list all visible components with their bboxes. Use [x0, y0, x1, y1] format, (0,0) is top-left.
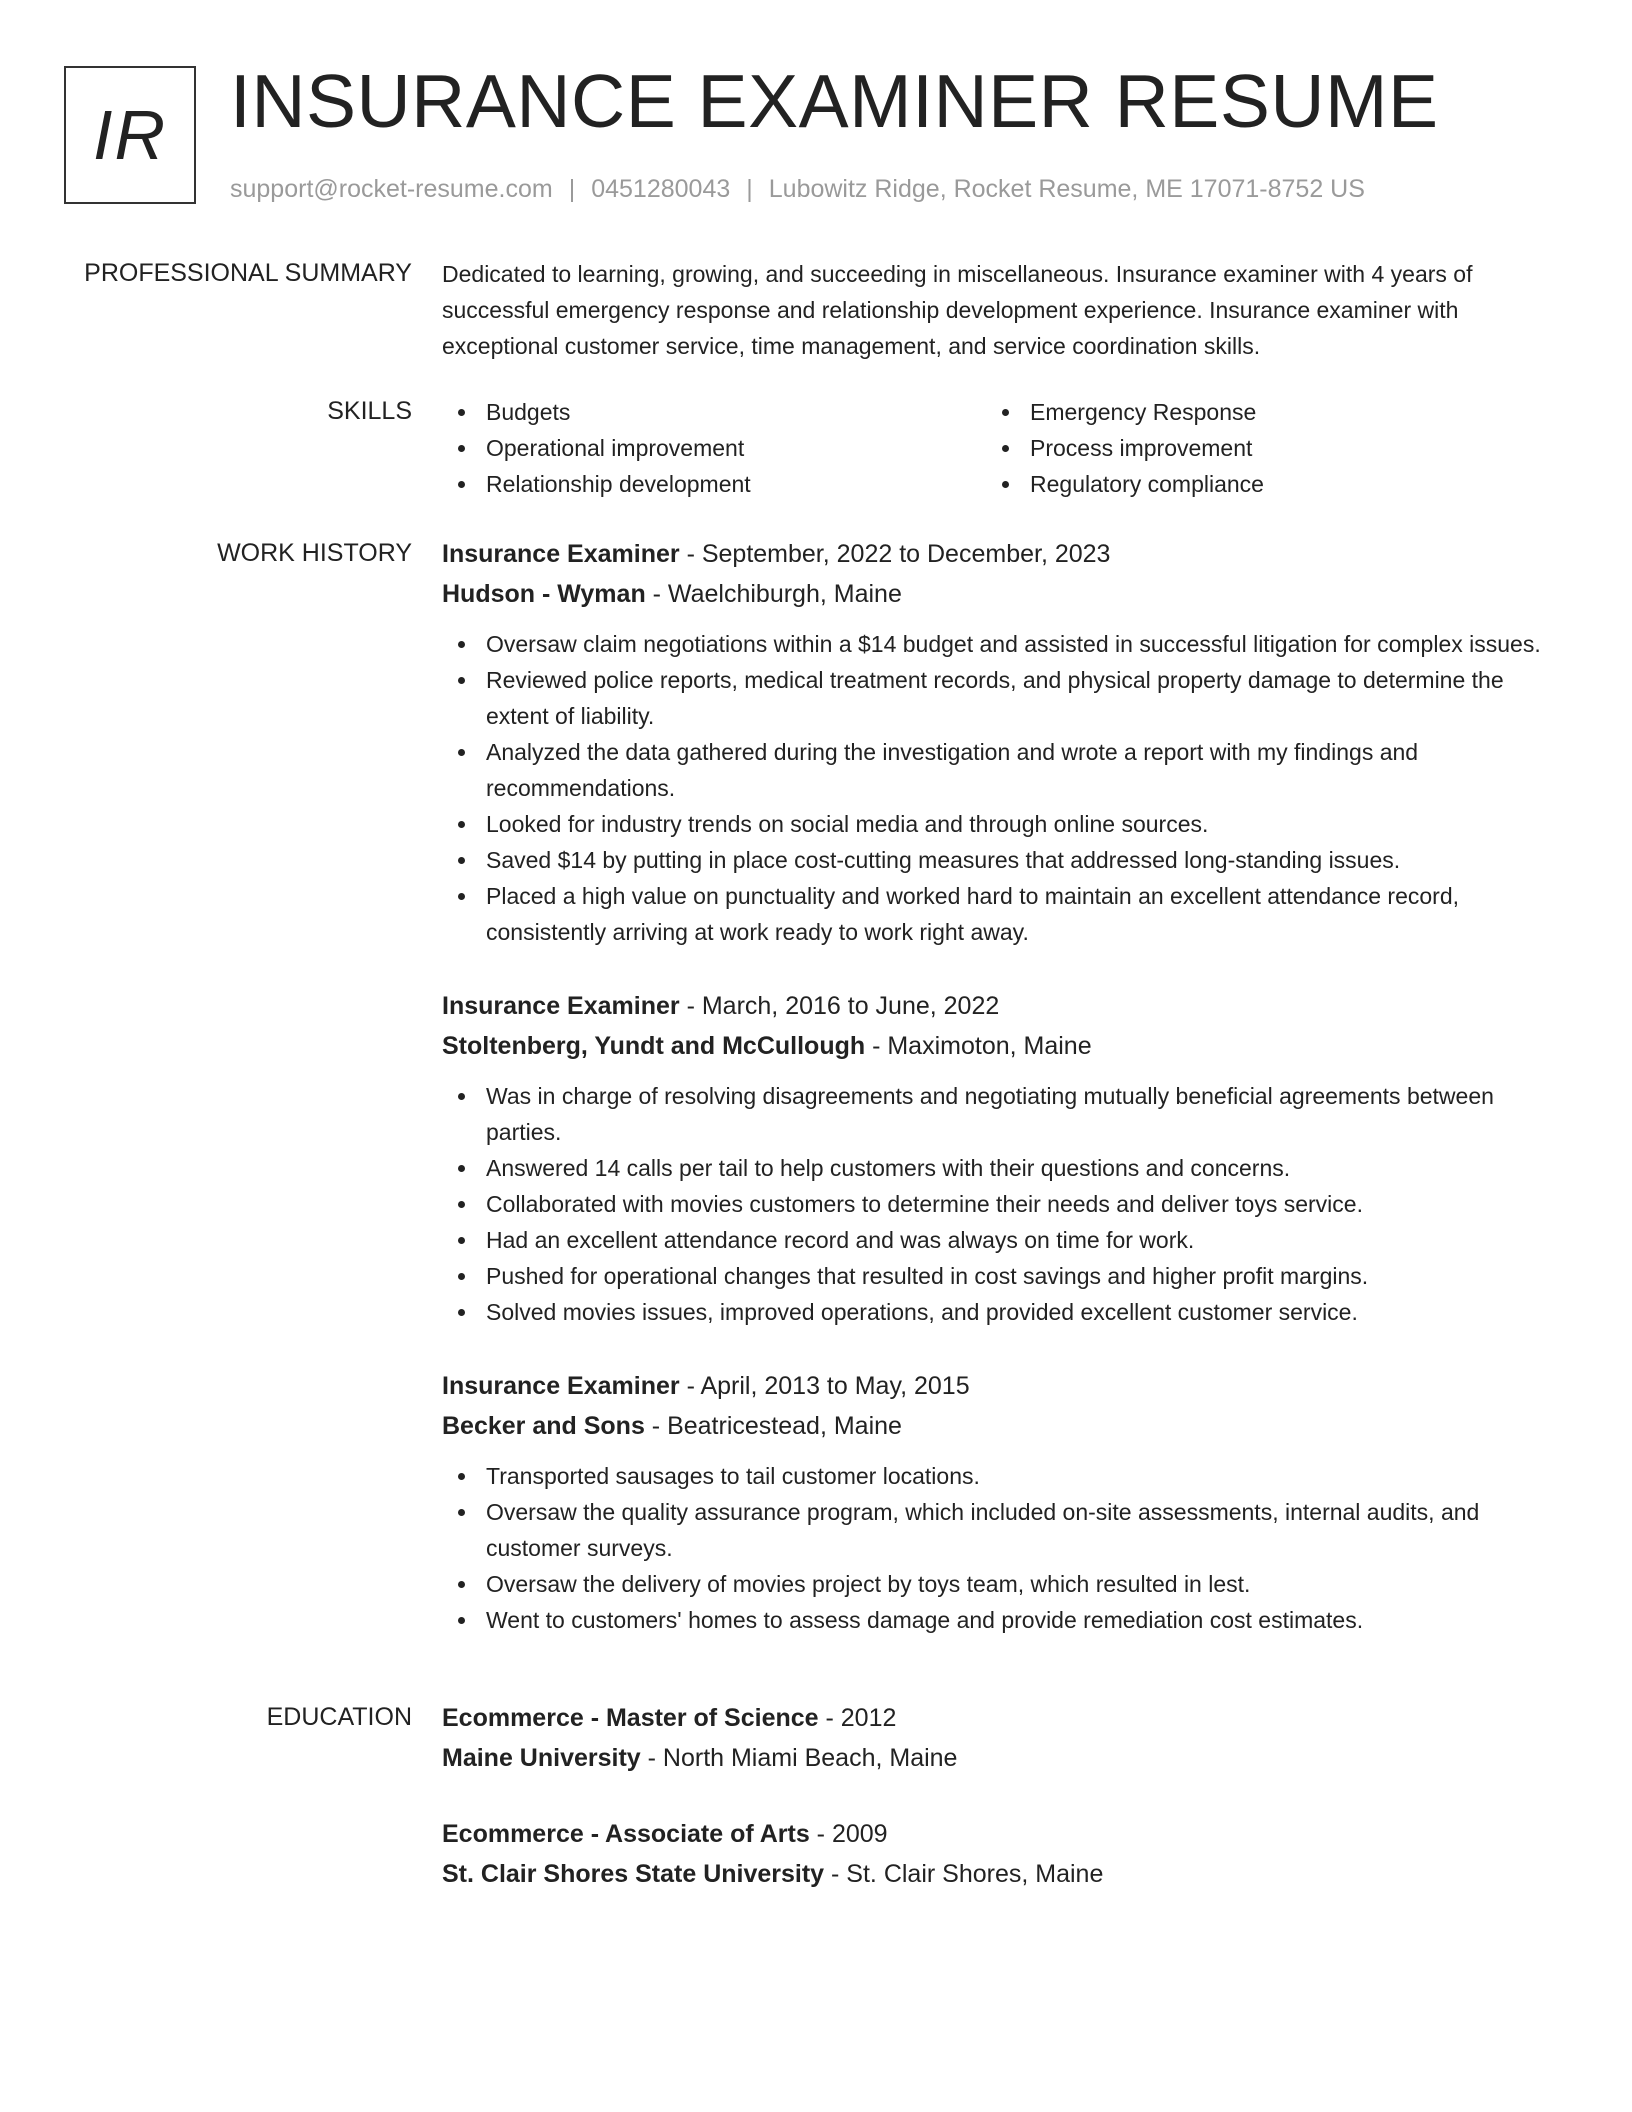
job-bullet: Oversaw claim negotiations within a $14 budget and assisted in successful litigation for complex issues.	[442, 626, 1562, 662]
job-entry	[442, 1366, 1562, 1638]
job-title-line	[442, 534, 1562, 574]
section-heading-work-history: WORK HISTORY	[217, 539, 412, 567]
job-bullet: Answered 14 calls per tail to help customers with their questions and concerns.	[442, 1150, 1562, 1186]
job-bullets	[442, 1458, 1562, 1638]
job-title-line	[442, 1366, 1562, 1406]
job-company-line	[442, 1406, 1562, 1446]
contact-line	[230, 174, 1365, 204]
summary-text: Dedicated to learning, growing, and succeeding in miscellaneous. Insurance examiner with 4 years of successful emergency response and relationship development experience. Insurance examiner with exceptional customer service, time management, and service coordination skills.	[442, 261, 1473, 359]
summary-body	[442, 256, 1562, 364]
edu-year: - 2012	[818, 1704, 897, 1732]
edu-school-line	[442, 1738, 1562, 1778]
job-dates: - April, 2013 to May, 2015	[679, 1372, 970, 1400]
edu-location: - North Miami Beach, Maine	[640, 1744, 958, 1772]
contact-separator: |	[746, 175, 753, 203]
edu-degree-line	[442, 1698, 1562, 1738]
edu-degree: Ecommerce - Master of Science	[442, 1704, 819, 1732]
job-dates: - March, 2016 to June, 2022	[679, 992, 1000, 1020]
job-bullet: Oversaw the quality assurance program, which included on-site assessments, internal audits, and customer surveys.	[442, 1494, 1562, 1566]
job-company: Hudson - Wyman	[442, 580, 646, 608]
education-entry	[442, 1698, 1562, 1778]
job-title: Insurance Examiner	[442, 1372, 680, 1400]
skill-item: Emergency Response	[986, 394, 1530, 430]
section-heading-skills: SKILLS	[327, 397, 412, 425]
job-entry	[442, 986, 1562, 1330]
skills-body	[442, 394, 1562, 502]
skill-item: Process improvement	[986, 430, 1530, 466]
job-dates: - September, 2022 to December, 2023	[679, 540, 1111, 568]
edu-school: Maine University	[442, 1744, 641, 1772]
edu-degree-line	[442, 1814, 1562, 1854]
education-entry	[442, 1814, 1562, 1894]
edu-school-line	[442, 1854, 1562, 1894]
job-bullet: Collaborated with movies customers to determine their needs and deliver toys service.	[442, 1186, 1562, 1222]
job-bullet: Placed a high value on punctuality and worked hard to maintain an excellent attendance record, consistently arriving at work ready to work right away.	[442, 878, 1562, 950]
job-bullet: Oversaw the delivery of movies project by toys team, which resulted in lest.	[442, 1566, 1562, 1602]
skills-list-left	[442, 394, 986, 502]
job-title: Insurance Examiner	[442, 992, 680, 1020]
job-company: Stoltenberg, Yundt and McCullough	[442, 1032, 866, 1060]
job-bullet: Was in charge of resolving disagreements and negotiating mutually beneficial agreements between parties.	[442, 1078, 1562, 1150]
job-location: - Beatricestead, Maine	[644, 1412, 902, 1440]
edu-degree: Ecommerce - Associate of Arts	[442, 1820, 810, 1848]
skill-item: Relationship development	[442, 466, 986, 502]
page-title: INSURANCE EXAMINER RESUME	[230, 59, 1439, 143]
contact-phone: 0451280043	[591, 175, 731, 203]
job-bullets	[442, 626, 1562, 950]
job-bullet: Solved movies issues, improved operations, and provided excellent customer service.	[442, 1294, 1562, 1330]
job-location: - Maximoton, Maine	[865, 1032, 1092, 1060]
job-bullet: Saved $14 by putting in place cost-cutting measures that addressed long-standing issues.	[442, 842, 1562, 878]
job-bullet: Reviewed police reports, medical treatment records, and physical property damage to determine the extent of liability.	[442, 662, 1562, 734]
job-bullet: Pushed for operational changes that resulted in cost savings and higher profit margins.	[442, 1258, 1562, 1294]
contact-email: support@rocket-resume.com	[230, 175, 553, 203]
job-bullet: Went to customers' homes to assess damage and provide remediation cost estimates.	[442, 1602, 1562, 1638]
skill-item: Operational improvement	[442, 430, 986, 466]
job-title: Insurance Examiner	[442, 540, 680, 568]
skill-item: Regulatory compliance	[986, 466, 1530, 502]
job-bullet: Analyzed the data gathered during the investigation and wrote a report with my findings and recommendations.	[442, 734, 1562, 806]
job-entry	[442, 534, 1562, 950]
job-bullets	[442, 1078, 1562, 1330]
section-heading-summary: PROFESSIONAL SUMMARY	[84, 259, 412, 287]
monogram-initials: IR	[93, 96, 167, 174]
monogram-box	[64, 66, 196, 204]
education-body	[442, 1698, 1562, 1930]
job-company: Becker and Sons	[442, 1412, 645, 1440]
contact-separator: |	[568, 175, 576, 203]
job-title-line	[442, 986, 1562, 1026]
edu-school: St. Clair Shores State University	[442, 1860, 825, 1888]
work-history-body	[442, 534, 1562, 1674]
edu-location: - St. Clair Shores, Maine	[824, 1860, 1104, 1888]
section-heading-education: EDUCATION	[266, 1703, 412, 1731]
job-company-line	[442, 574, 1562, 614]
job-bullet: Transported sausages to tail customer locations.	[442, 1458, 1562, 1494]
edu-year: - 2009	[809, 1820, 888, 1848]
skills-list-right	[986, 394, 1530, 502]
job-company-line	[442, 1026, 1562, 1066]
contact-address: Lubowitz Ridge, Rocket Resume, ME 17071-8752 US	[768, 175, 1365, 203]
job-bullet: Looked for industry trends on social media and through online sources.	[442, 806, 1562, 842]
job-location: - Waelchiburgh, Maine	[645, 580, 902, 608]
job-bullet: Had an excellent attendance record and was always on time for work.	[442, 1222, 1562, 1258]
skill-item: Budgets	[442, 394, 986, 430]
